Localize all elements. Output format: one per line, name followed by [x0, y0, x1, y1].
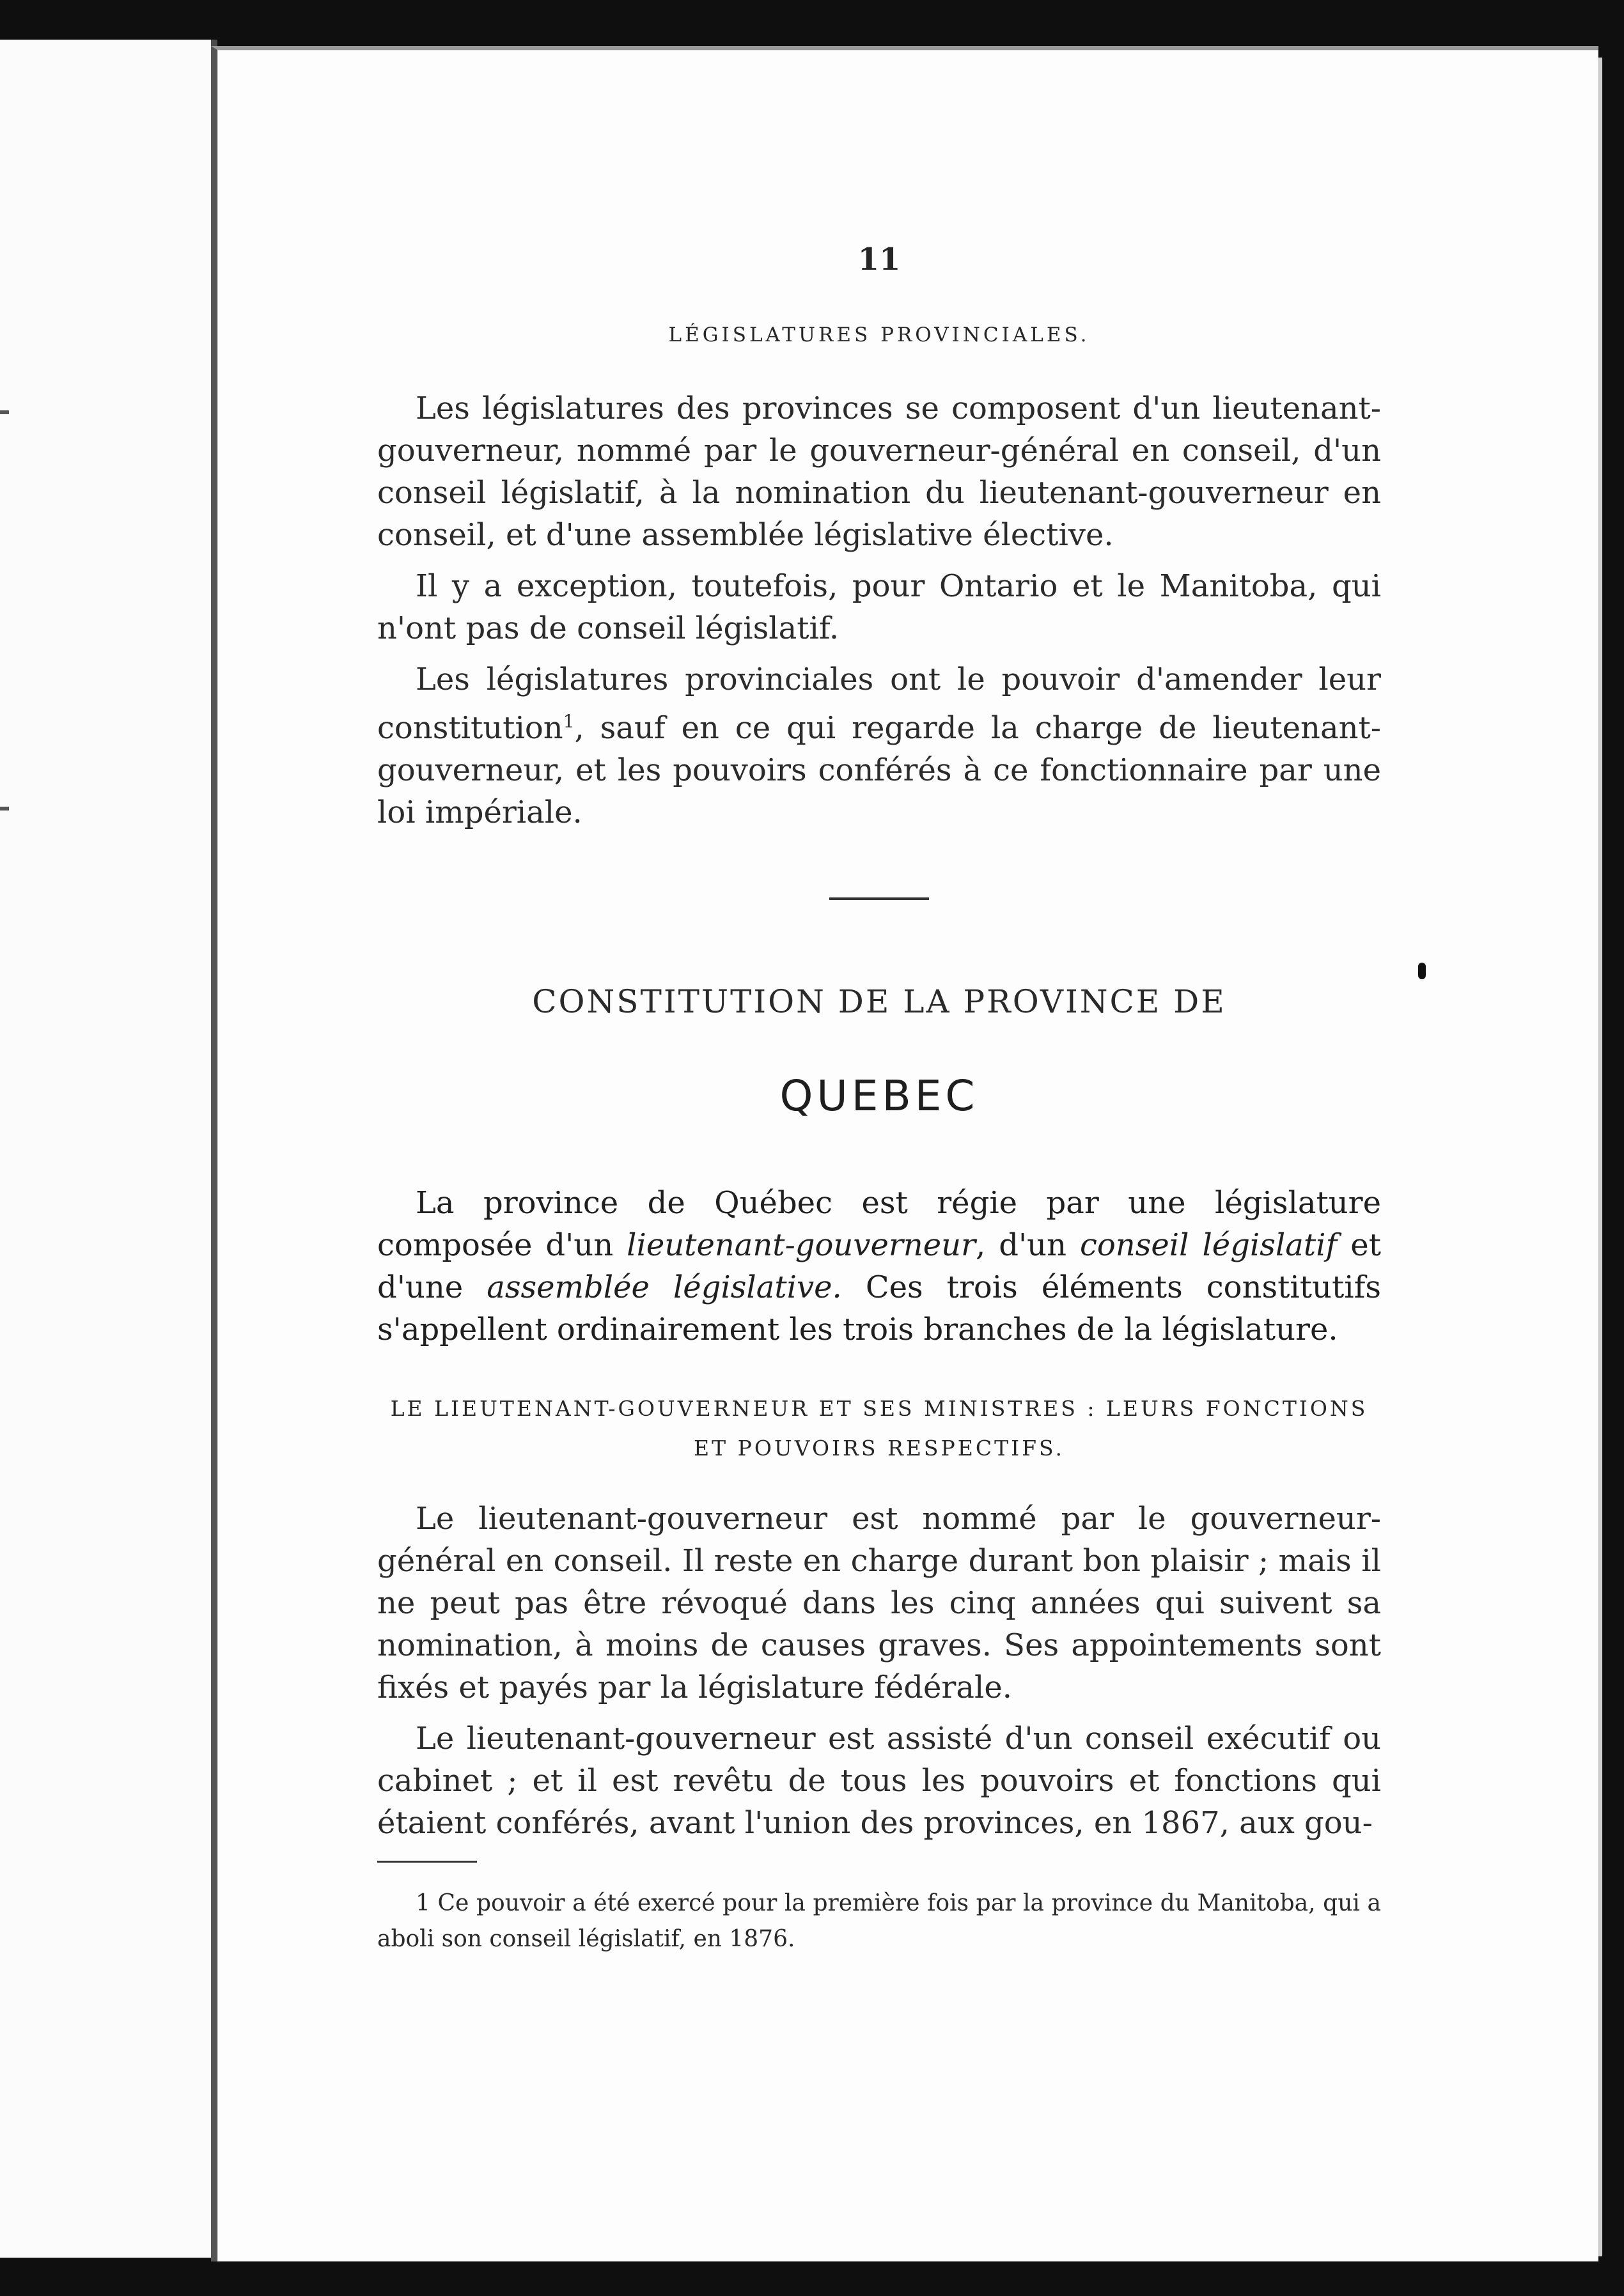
section-quebec-text — [377, 1182, 1381, 1351]
constitution-title: CONSTITUTION DE LA PROVINCE DE — [532, 983, 1226, 1020]
subheading-line: ET POUVOIRS RESPECTIFS. — [694, 1436, 1065, 1461]
footnote-text: Ce pouvoir a été exercé pour la première fois par la province du Manitoba, qui a aboli son conseil législatif, en 1876. — [377, 1890, 1381, 1952]
footnote-marker: 1 — [416, 1890, 430, 1916]
paragraph-text: , sauf en ce qui regarde la charge de lieutenant-gouverneur, et les pouvoirs conférés à ce fonctionnaire par une loi impériale. — [377, 710, 1381, 830]
subheading-line: LE LIEUTENANT-GOUVERNEUR ET SES MINISTRES : LEURS FONCTIONS — [390, 1396, 1368, 1421]
facing-page — [0, 40, 217, 2258]
paragraph-text: La province de Québec est régie par une législature composée d'un — [377, 1185, 1381, 1263]
margin-mark — [0, 410, 9, 414]
section-heading-legislatures: LÉGISLATURES PROVINCIALES. — [668, 323, 1090, 346]
footnote-divider — [377, 1861, 477, 1863]
italic-term: conseil législatif — [1080, 1227, 1338, 1263]
paragraph — [377, 658, 1381, 834]
paragraph-text: Les législatures provinciales ont le pouvoir d'amender leur constitution — [377, 662, 1381, 746]
ink-dot — [1418, 963, 1426, 979]
subheading-lieutenant-gouverneur — [377, 1389, 1381, 1468]
book-page — [211, 46, 1598, 2261]
quebec-title: QUEBEC — [779, 1071, 979, 1121]
footnote — [377, 1886, 1381, 1957]
paragraph-text: Ces trois éléments constitutifs s'appellent ordinairement les trois branches de la législature. — [377, 1269, 1381, 1347]
paragraph — [377, 1182, 1381, 1351]
italic-term: assemblée législative. — [487, 1269, 842, 1305]
paragraph: Le lieutenant-gouverneur est assisté d'un conseil exécutif ou cabinet ; et il est revêtu de tous les pouvoirs et fonctions qui étaient conférés, avant l'union des provinces, en 1867, aux gou- — [377, 1721, 1381, 1841]
paragraph-text: , d'un — [975, 1227, 1066, 1263]
section-lieutenant-text — [377, 1498, 1381, 1844]
margin-mark — [0, 807, 9, 811]
section-legislatures-text — [377, 387, 1381, 834]
footnote-reference: 1 — [563, 711, 575, 732]
page-content — [377, 242, 1381, 1957]
page-number: 11 — [857, 242, 901, 277]
paragraph-text: et d'une — [377, 1227, 1381, 1305]
paragraph: Les législatures des provinces se composent d'un lieutenant-gouverneur, nommé par le gouverneur-général en conseil, d'un conseil législatif, à la nomination du lieutenant-gouverneur en conseil, et d'une assemblée législative élective. — [377, 391, 1381, 553]
paragraph: Le lieutenant-gouverneur est nommé par le gouverneur-général en conseil. Il reste en charge durant bon plaisir ; mais il ne peut pas être révoqué dans les cinq années qui suivent sa nomination, à moins de causes graves. Ses appointements sont fixés et payés par la législature fédérale. — [377, 1501, 1381, 1705]
italic-term: lieutenant-gouverneur — [627, 1227, 976, 1263]
section-divider — [829, 897, 929, 900]
paragraph: Il y a exception, toutefois, pour Ontario et le Manitoba, qui n'ont pas de conseil législatif. — [377, 568, 1381, 646]
